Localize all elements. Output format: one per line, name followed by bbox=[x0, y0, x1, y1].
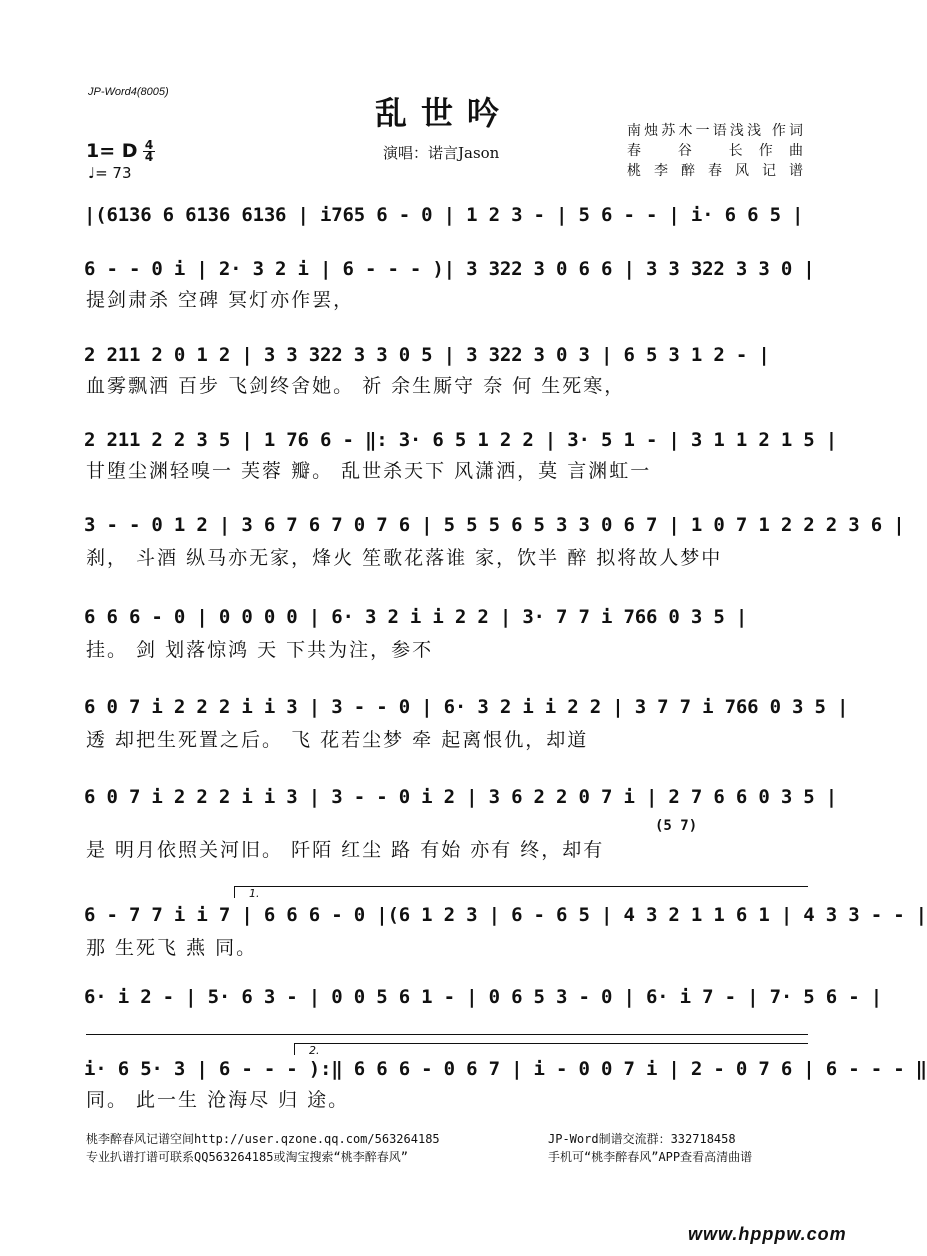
tempo-mark: ♩= 73 bbox=[88, 164, 132, 182]
lyrics-line: 甘堕尘渊轻嗅一 芙蓉 瓣。 乱世杀天下 风潇洒，莫 言渊虹一 bbox=[86, 460, 652, 482]
time-signature-top: 4 bbox=[144, 138, 154, 152]
time-signature bbox=[142, 140, 156, 163]
lyricist-credit: 南烛苏木一语浅浅 作词 bbox=[627, 123, 803, 139]
composer-credit: 春 谷 长作曲 bbox=[627, 143, 803, 159]
lyrics-line: 那 生死飞 燕 同。 bbox=[86, 937, 258, 959]
song-title: 乱世吟 bbox=[374, 94, 513, 132]
lyrics-line: 挂。 剑 划落惊鸿 天 下共为注，参不 bbox=[86, 639, 434, 661]
notation-line: 6 0 7 i 2 2 2 i i 3 | 3 - - 0 | 6· 3 2 i i 2 2 | 3 7 7 i 766 0 3 5 | bbox=[84, 696, 849, 718]
lyrics-line: 刹， 斗酒 纵马亦无家，烽火 笙歌花落谁 家，饮半 醉 拟将故人梦中 bbox=[86, 547, 723, 569]
section-divider bbox=[86, 1034, 808, 1035]
lyrics-line: 是 明月依照关河旧。 阡陌 红尘 路 有始 亦有 终，却有 bbox=[86, 839, 605, 861]
footer-app-text: 手机可“桃李醉春风”APP查看高清曲谱 bbox=[548, 1150, 753, 1164]
notation-line: 6 - 7 7 i i 7 | 6 6 6 - 0 |(6 1 2 3 | 6 - 6 5 | 4 3 2 1 1 6 1 | 4 3 3 - - | bbox=[84, 904, 927, 926]
alternate-notes: (5 7) bbox=[655, 818, 698, 834]
notation-line: i· 6 5· 3 | 6 - - - ):‖ 6 6 6 - 0 6 7 | i - 0 0 7 i | 2 - 0 7 6 | 6 - - - ‖ bbox=[84, 1058, 927, 1080]
lyrics-line: 同。 此一生 沧海尽 归 途。 bbox=[86, 1089, 350, 1111]
footer-contact-text: 专业扒谱打谱可联系QQ563264185或淘宝搜索“桃李醉春风” bbox=[86, 1150, 408, 1164]
notation-line: |(6136 6 6136 6136 | i765 6 - 0 | 1 2 3 - | 5 6 - - | i· 6 6 5 | bbox=[84, 204, 804, 226]
notation-line: 6 0 7 i 2 2 2 i i 3 | 3 - - 0 i 2 | 3 6 2 2 0 7 i | 2 7 6 6 0 3 5 | bbox=[84, 786, 838, 808]
notation-line: 3 - - 0 1 2 | 3 6 7 6 7 0 7 6 | 5 5 5 6 5 3 3 0 6 7 | 1 0 7 1 2 2 2 3 6 | bbox=[84, 514, 905, 536]
footer-right bbox=[548, 1130, 752, 1166]
credits-block bbox=[627, 121, 803, 181]
second-ending-bracket: 2. bbox=[294, 1043, 808, 1055]
notation-line: 2 211 2 0 1 2 | 3 3 322 3 3 0 5 | 3 322 3 0 3 | 6 5 3 1 2 - | bbox=[84, 344, 770, 366]
notation-line: 2 211 2 2 3 5 | 1 76 6 - ‖: 3· 6 5 1 2 2 | 3· 5 1 - | 3 1 1 2 1 5 | bbox=[84, 429, 838, 451]
singer-credit: 演唱：诺言Jason bbox=[383, 144, 500, 162]
notation-line: 6 6 6 - 0 | 0 0 0 0 | 6· 3 2 i i 2 2 | 3· 7 7 i 766 0 3 5 | bbox=[84, 606, 748, 628]
notation-line: 6 - - 0 i | 2· 3 2 i | 6 - - - )| 3 322 3 0 6 6 | 3 3 322 3 3 0 | bbox=[84, 258, 815, 280]
first-ending-bracket: 1. bbox=[234, 886, 808, 898]
footer-left bbox=[86, 1130, 440, 1166]
site-watermark: www.hpppw.com bbox=[688, 1224, 847, 1244]
footer-link-text: 桃李醉春风记谱空间http://user.qzone.qq.com/563264185 bbox=[86, 1132, 440, 1146]
notation-line: 6· i 2 - | 5· 6 3 - | 0 0 5 6 1 - | 0 6 5 3 - 0 | 6· i 7 - | 7· 5 6 - | bbox=[84, 986, 882, 1008]
lyrics-line: 提剑肃杀 空碑 冥灯亦作罢， bbox=[86, 289, 355, 311]
transcriber-credit: 桃李醉春风记谱 bbox=[627, 163, 803, 179]
lyrics-line: 透 却把生死置之后。 飞 花若尘梦 牵 起离恨仇，却道 bbox=[86, 729, 589, 751]
time-signature-bottom: 4 bbox=[144, 150, 154, 164]
key-signature: 1= D bbox=[86, 140, 138, 162]
software-label: JP-Word4(8005) bbox=[88, 86, 169, 98]
lyrics-line: 血雾飘洒 百步 飞剑终舍她。 祈 余生厮守 奈 何 生死寒， bbox=[86, 375, 626, 397]
footer-group-text: JP-Word制谱交流群：332718458 bbox=[548, 1132, 736, 1146]
